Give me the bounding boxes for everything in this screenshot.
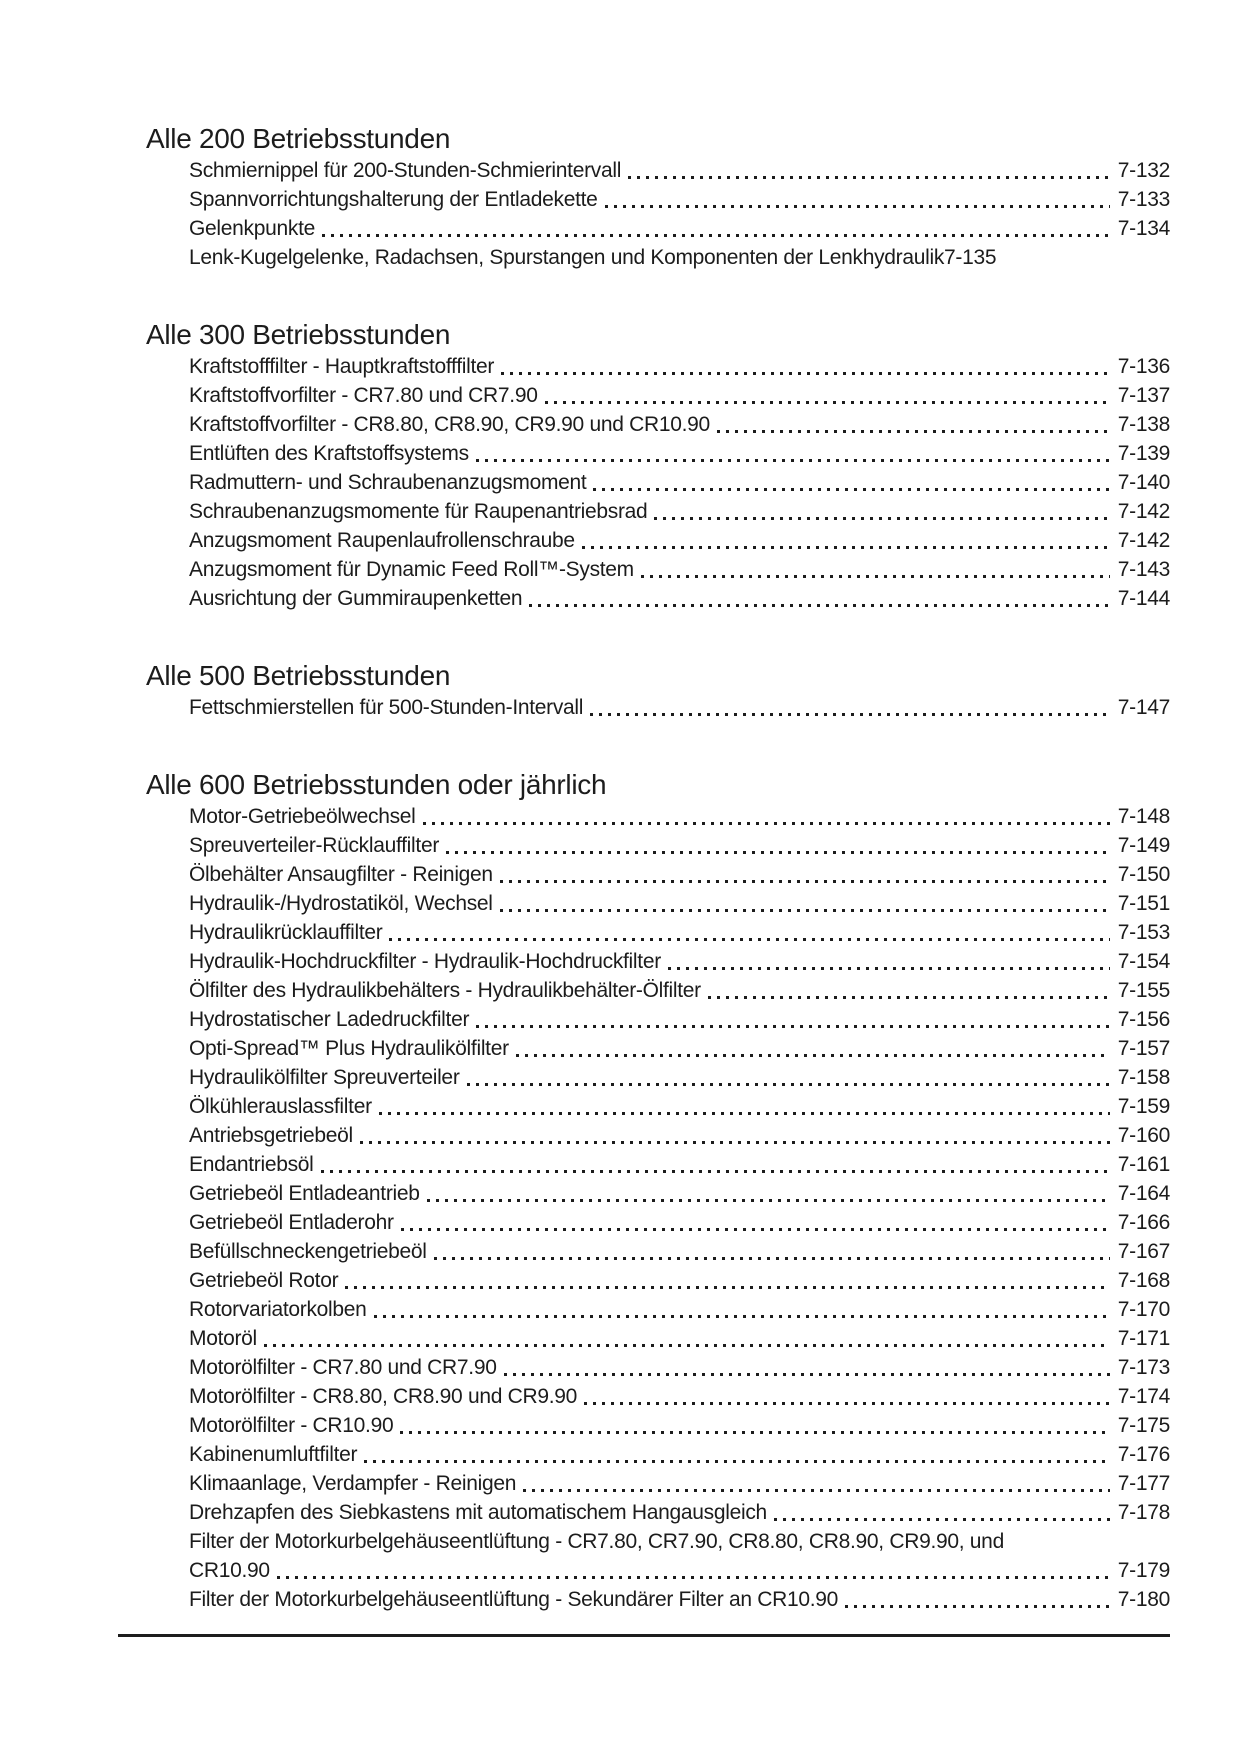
toc-entry-page-number: 7-178 [1117,1501,1170,1524]
toc-entry [189,1585,1170,1614]
toc-entry [189,410,1170,439]
toc-entry-page-number: 7-159 [1117,1095,1170,1118]
dot-leader [389,938,1109,941]
toc-entry [189,802,1170,831]
toc-entry-page-number: 7-156 [1117,1008,1170,1031]
toc-entry [189,1092,1170,1121]
toc-entry-page-number: 7-142 [1117,529,1170,552]
section-title: Alle 200 Betriebsstunden [146,123,451,154]
toc-entry [189,1382,1170,1411]
toc-entry-page-number: 7-180 [1117,1588,1170,1611]
toc-entry [189,1527,1170,1556]
dot-leader [400,1431,1109,1434]
dot-leader [500,880,1110,883]
toc-entry-label: Hydraulik-Hochdruckfilter - Hydraulik-Hochdruckfilter [189,950,661,973]
dot-leader [423,822,1110,825]
toc-entry [189,1469,1170,1498]
toc-entry [189,1266,1170,1295]
toc-entry-label: CR10.90 [189,1559,270,1582]
toc-entry-label: Klimaanlage, Verdampfer - Reinigen [189,1472,517,1495]
dot-leader [584,1402,1110,1405]
dot-leader [321,1170,1110,1173]
toc-entry-label: Anzugsmoment für Dynamic Feed Roll™-System [189,558,634,581]
toc-entry-page-number: 7-142 [1117,500,1170,523]
toc-entry-label: Spannvorrichtungshalterung der Entladekette [189,188,598,211]
toc-entry [189,1179,1170,1208]
toc-entry-page-number: 7-149 [1117,834,1170,857]
toc-entry [189,1498,1170,1527]
toc-entry [189,1556,1170,1585]
toc-entry-page-number: 7-144 [1117,587,1170,610]
toc-entry [189,352,1170,381]
dot-leader [427,1199,1110,1202]
toc-entry-label: Ausrichtung der Gummiraupenketten [189,587,523,610]
toc-entry-list [189,693,1170,722]
toc-entry-page-number: 7-174 [1117,1385,1170,1408]
toc-entry [189,976,1170,1005]
toc-entry [189,185,1170,214]
toc-entry-page-number: 7-139 [1117,442,1170,465]
toc-entry-label: Motorölfilter - CR7.80 und CR7.90 [189,1356,497,1379]
section-title: Alle 500 Betriebsstunden [146,660,451,691]
toc-entry-page-number: 7-164 [1117,1182,1170,1205]
toc-entry-page-number: 7-137 [1117,384,1170,407]
dot-leader [364,1460,1110,1463]
section-title: Alle 300 Betriebsstunden [146,319,451,350]
toc-entry-label: Ölfilter des Hydraulikbehälters - Hydraulikbehälter-Ölfilter [189,979,701,1002]
dot-leader [708,996,1110,999]
toc-entry-list [189,802,1170,1614]
toc-entry-label: Kraftstofffilter - Hauptkraftstofffilter [189,355,495,378]
toc-entry-label: Anzugsmoment Raupenlaufrollenschraube [189,529,575,552]
toc-entry-label: Kabinenumluftfilter [189,1443,358,1466]
toc-entry [189,1411,1170,1440]
toc-entry-page-number: 7-175 [1117,1414,1170,1437]
toc-entry-page-number: 7-138 [1117,413,1170,436]
toc-entry-label: Endantriebsöl [189,1153,314,1176]
toc-entry-list [189,156,1170,272]
toc-entry [189,1005,1170,1034]
toc-entry [189,439,1170,468]
toc-entry-label: Hydraulikölfilter Spreuverteiler [189,1066,460,1089]
dot-leader [641,575,1110,578]
toc-entry-page-number: 7-133 [1117,188,1170,211]
toc-entry [189,1440,1170,1469]
toc-entry-label: Ölkühlerauslassfilter [189,1095,372,1118]
toc-entry [189,1295,1170,1324]
toc-entry [189,156,1170,185]
dot-leader [446,851,1110,854]
toc-entry [189,947,1170,976]
dot-leader [529,604,1110,607]
toc-entry-page-number: 7-140 [1117,471,1170,494]
toc-entry-list [189,352,1170,613]
toc-entry [189,1237,1170,1266]
toc-entry-page-number: 7-134 [1117,217,1170,240]
dot-leader [590,713,1110,716]
dot-leader [501,372,1110,375]
toc-entry [189,214,1170,243]
toc-entry-page-number: 7-170 [1117,1298,1170,1321]
toc-entry-label: Entlüften des Kraftstoffsystems [189,442,469,465]
toc-entry-page-number: 7-154 [1117,950,1170,973]
toc-entry-label: Schmiernippel für 200-Stunden-Schmierintervall [189,159,622,182]
toc-entry [189,526,1170,555]
toc-entry [189,1208,1170,1237]
toc-entry-page-number: 7-148 [1117,805,1170,828]
dot-leader [523,1489,1110,1492]
dot-leader [628,176,1110,179]
toc-entry-page-number: 7-179 [1117,1559,1170,1582]
toc-entry [189,889,1170,918]
dot-leader [476,1025,1110,1028]
toc-entry-page-number: 7-151 [1117,892,1170,915]
toc-entry-label: Motor-Getriebeölwechsel [189,805,416,828]
toc-entry [189,555,1170,584]
toc-entry-label: Lenk-Kugelgelenke, Radachsen, Spurstangen und Komponenten der Lenkhydraulik [189,246,945,269]
toc-entry-label: Rotorvariatorkolben [189,1298,367,1321]
dot-leader [774,1518,1110,1521]
toc-entry-label: Getriebeöl Rotor [189,1269,339,1292]
dot-leader [593,488,1109,491]
toc-entry-page-number: 7-135 [944,246,997,269]
toc-entry [189,381,1170,410]
toc-entry [189,1353,1170,1382]
toc-entry-label: Motoröl [189,1327,257,1350]
toc-entry-page-number: 7-167 [1117,1240,1170,1263]
toc-section [146,768,1170,1614]
toc-entry [189,243,1170,272]
toc-entry-page-number: 7-171 [1117,1327,1170,1350]
dot-leader [467,1083,1110,1086]
toc-entry [189,1121,1170,1150]
toc-entry-page-number: 7-158 [1117,1066,1170,1089]
toc-entry-label: Kraftstoffvorfilter - CR7.80 und CR7.90 [189,384,538,407]
dot-leader [264,1344,1110,1347]
dot-leader [500,909,1110,912]
dot-leader [504,1373,1110,1376]
toc-entry-label: Filter der Motorkurbelgehäuseentlüftung - CR7.80, CR7.90, CR8.80, CR8.90, CR9.90, und [189,1530,1004,1553]
toc-entry [189,918,1170,947]
toc-entry-label: Filter der Motorkurbelgehäuseentlüftung - Sekundärer Filter an CR10.90 [189,1588,839,1611]
toc-entry-label: Getriebeöl Entladerohr [189,1211,394,1234]
dot-leader [582,546,1110,549]
dot-leader [434,1257,1110,1260]
dot-leader [545,401,1110,404]
dot-leader [845,1605,1110,1608]
toc-entry-label: Schraubenanzugsmomente für Raupenantriebsrad [189,500,648,523]
dot-leader [379,1112,1110,1115]
dot-leader [345,1286,1110,1289]
toc-entry-page-number: 7-150 [1117,863,1170,886]
toc-entry-page-number: 7-161 [1117,1153,1170,1176]
toc-entry-page-number: 7-166 [1117,1211,1170,1234]
toc-entry-page-number: 7-155 [1117,979,1170,1002]
dot-leader [277,1576,1110,1579]
toc-entry-page-number: 7-168 [1117,1269,1170,1292]
toc-entry-label: Fettschmierstellen für 500-Stunden-Intervall [189,696,584,719]
toc-entry [189,1034,1170,1063]
dot-leader [516,1054,1110,1057]
toc-entry-page-number: 7-136 [1117,355,1170,378]
toc-entry-label: Kraftstoffvorfilter - CR8.80, CR8.90, CR9.90 und CR10.90 [189,413,710,436]
toc-entry [189,831,1170,860]
toc-entry-page-number: 7-153 [1117,921,1170,944]
toc-entry-label: Hydraulikrücklauffilter [189,921,383,944]
dot-leader [401,1228,1110,1231]
toc-entry [189,1063,1170,1092]
toc-entry-label: Spreuverteiler-Rücklauffilter [189,834,440,857]
toc-entry-page-number: 7-143 [1117,558,1170,581]
toc-entry-label: Gelenkpunkte [189,217,315,240]
toc-entry-label: Hydrostatischer Ladedruckfilter [189,1008,470,1031]
dot-leader [668,967,1110,970]
toc-entry [189,1150,1170,1179]
footer-rule [118,1634,1170,1637]
toc-entry-label: Hydraulik-/Hydrostatiköl, Wechsel [189,892,493,915]
toc-entry-label: Radmuttern- und Schraubenanzugsmoment [189,471,587,494]
toc-entry-page-number: 7-157 [1117,1037,1170,1060]
toc-entry-label: Drehzapfen des Siebkastens mit automatischem Hangausgleich [189,1501,767,1524]
dot-leader [605,205,1110,208]
dot-leader [322,234,1110,237]
toc-entry-label: Motorölfilter - CR10.90 [189,1414,394,1437]
section-title: Alle 600 Betriebsstunden oder jährlich [146,769,607,800]
dot-leader [717,430,1110,433]
toc-entry-label: Antriebsgetriebeöl [189,1124,353,1147]
toc-entry-page-number: 7-177 [1117,1472,1170,1495]
toc-entry [189,860,1170,889]
toc-entry-label: Motorölfilter - CR8.80, CR8.90 und CR9.90 [189,1385,578,1408]
toc-entry-page-number: 7-176 [1117,1443,1170,1466]
toc-entry [189,468,1170,497]
toc-entry [189,584,1170,613]
toc-entry-label: Ölbehälter Ansaugfilter - Reinigen [189,863,493,886]
toc-entry [189,693,1170,722]
toc-entry [189,1324,1170,1353]
toc-section [146,122,1170,272]
dot-leader [360,1141,1110,1144]
toc-entry [189,497,1170,526]
toc-entry-label: Getriebeöl Entladeantrieb [189,1182,420,1205]
toc-entry-page-number: 7-173 [1117,1356,1170,1379]
dot-leader [654,517,1109,520]
toc-section [146,318,1170,613]
toc-entry-page-number: 7-160 [1117,1124,1170,1147]
toc-entry-label: Opti-Spread™ Plus Hydraulikölfilter [189,1037,509,1060]
dot-leader [374,1315,1110,1318]
toc-entry-page-number: 7-147 [1117,696,1170,719]
toc-content [146,122,1170,1614]
toc-entry-label: Befüllschneckengetriebeöl [189,1240,427,1263]
toc-section [146,659,1170,722]
dot-leader [476,459,1110,462]
toc-entry-page-number: 7-132 [1117,159,1170,182]
